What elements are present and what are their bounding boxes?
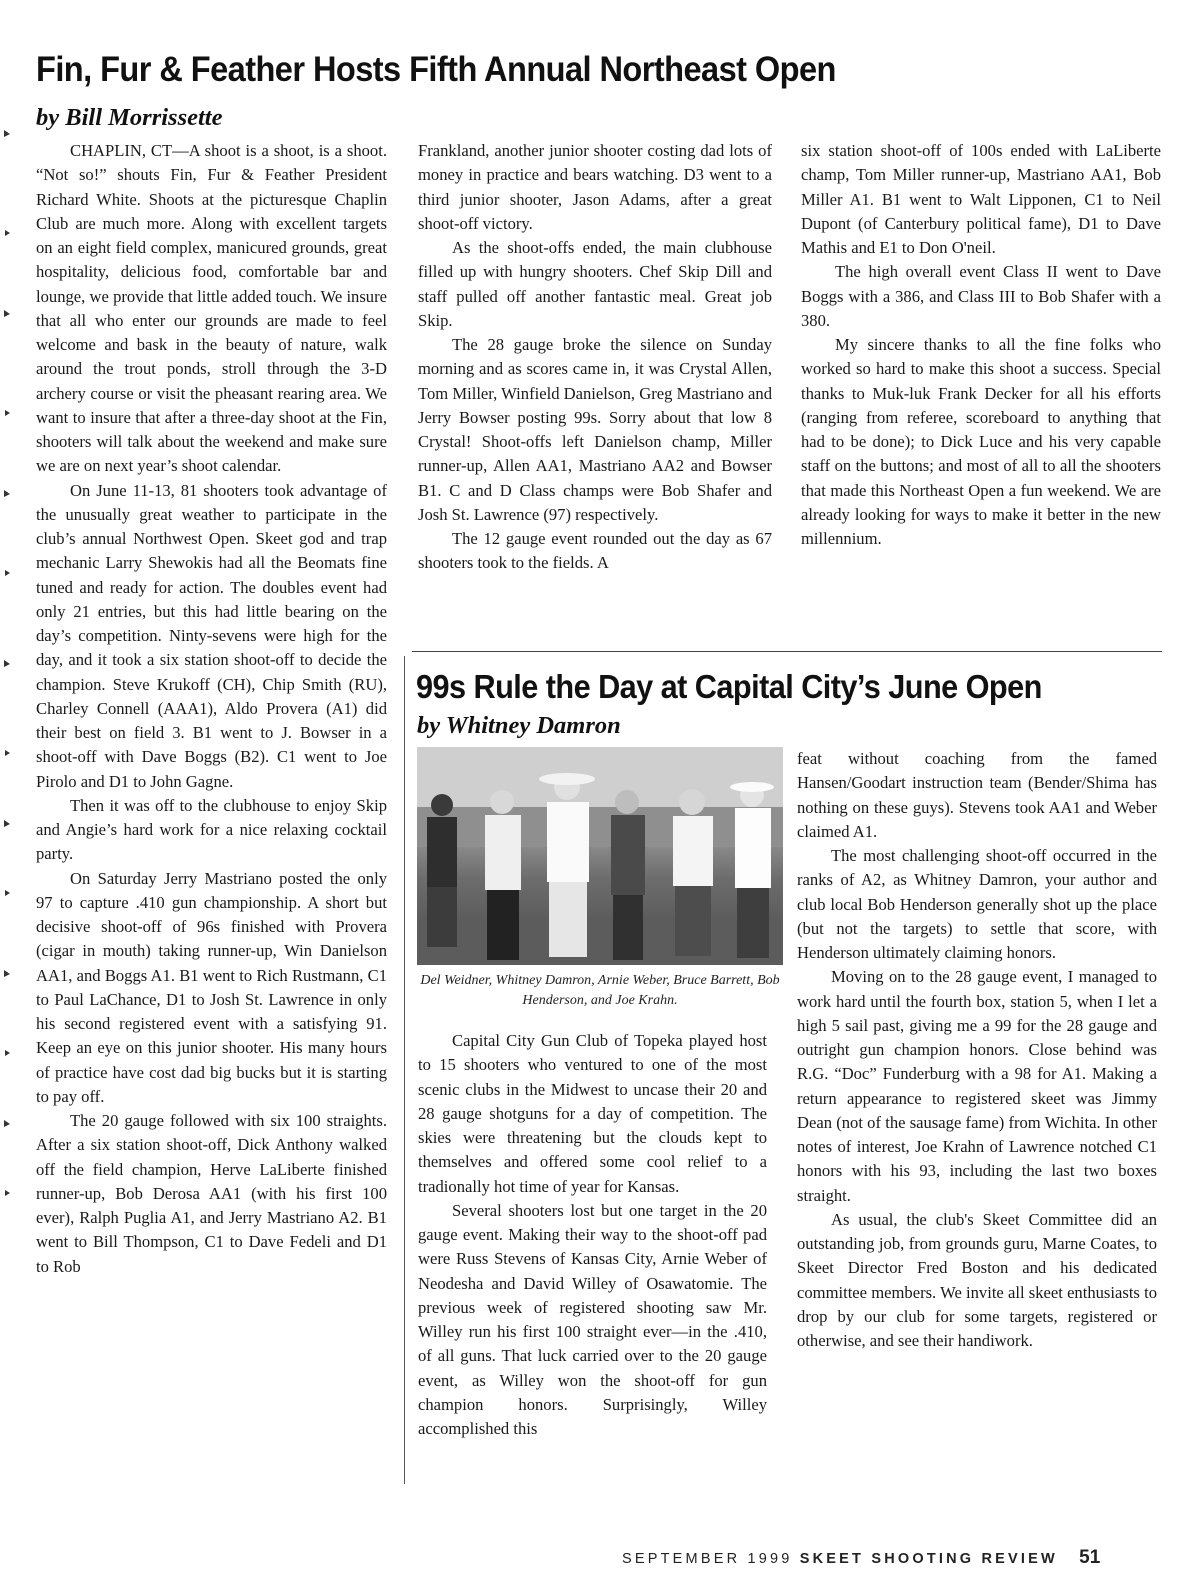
paragraph: Frankland, another junior shooter costing dad lots of money in practice and bears watching. D3 went to a third junior shooter, Jason Adams, after a great shoot-off victory. <box>418 141 772 233</box>
article1-column-1 <box>36 139 387 1279</box>
article2-column-3 <box>797 747 1157 1353</box>
paragraph: The 12 gauge event rounded out the day as 67 shooters took to the fields. A <box>418 529 772 573</box>
paragraph: Moving on to the 28 gauge event, I managed to work hard until the fourth box, station 5, when I let a high 5 sail past, giving me a 99 for the 28 gauge and outright gun champion honors. Close behind was R.G. “Doc” Funderburg with a 98 for A1. Making a return appearance to registered skeet was Jimmy Dean (not of the sausage fame) from Wichita. In other notes of interest, Joe Krahn of Lawrence notched C1 honors with his 93, including the last two boxes straight. <box>797 967 1157 1205</box>
paragraph: My sincere thanks to all the fine folks who worked so hard to make this shoot a success. Special thanks to Muk-luk Frank Decker for all his efforts (ranging from referee, scoreboard to anything that had to be done); to Dick Luce and his very capable staff on the buttons; and most of all to all the shooters that made this Northeast Open a fun weekend. We are already looking for ways to make it better in the new millennium. <box>801 335 1161 548</box>
scan-margin-marks <box>2 130 14 1230</box>
group-photo <box>417 747 783 965</box>
paragraph: The 20 gauge followed with six 100 straights. After a six station shoot-off, Dick Anthony walked off the field champion, Herve LaLiberte finished runner-up, Bob Derosa AA1 (with his first 100 ever), Ralph Puglia A1, and Jerry Mastriano A2. B1 went to Bill Thompson, C1 to Dave Fedeli and D1 to Rob <box>36 1111 387 1276</box>
paragraph: Capital City Gun Club of Topeka played host to 15 shooters who ventured to one of the most scenic clubs in the Midwest to uncase their 20 and 28 gauge shotguns for a day of competition. The skies were threatening but the clouds kept to themselves and offered some cool relief to a tradionally hot time of year for Kansas. <box>418 1031 767 1196</box>
paragraph: As the shoot-offs ended, the main clubhouse filled up with hungry shooters. Chef Skip Dill and staff pulled off another fantastic meal. Great job Skip. <box>418 238 772 330</box>
footer-date: SEPTEMBER 1999 <box>622 1551 793 1567</box>
paragraph: The 28 gauge broke the silence on Sunday morning and as scores came in, it was Crystal Allen, Tom Miller, Winfield Danielson, Greg Mastriano and Jerry Bowser posting 99s. Sorry about that low 8 Crystal! Shoot-offs left Danielson champ, Miller runner-up, Allen AA1, Mastriano AA2 and Bowser B1. C and D Class champs were Bob Shafer and Josh St. Lawrence (97) respectively. <box>418 335 772 524</box>
paragraph: CHAPLIN, CT—A shoot is a shoot, is a shoot. “Not so!” shouts Fin, Fur & Feather President Richard White. Shoots at the picturesque Chaplin Club are much more. Along with excellent targets on an eight field complex, manicured grounds, great hospitality, delicious food, comfortable bar and lounge, we provide that little added touch. We insure that all who enter our grounds are made to feel welcome and bask in the beauty of nature, walk around the trout ponds, stroll through the 3-D archery course or visit the pheasant rearing area. We want to insure that after a three-day shoot at the Fin, shooters will talk about the weekend and make sure we are on next year’s shoot calendar. <box>36 141 387 476</box>
article-headline: Fin, Fur & Feather Hosts Fifth Annual Northeast Open <box>36 50 836 89</box>
photo-caption: Del Weidner, Whitney Damron, Arnie Weber, Bruce Barrett, Bob Henderson, and Joe Krahn. <box>420 973 780 1008</box>
page-number: 51 <box>1079 1547 1101 1568</box>
paragraph: Several shooters lost but one target in the 20 gauge event. Making their way to the shoot-off pad were Russ Stevens of Kansas City, Arnie Weber of Neodesha and David Willey of Osawatomie. The previous week of registered shooting saw Mr. Willey run his first 100 straight ever—in the .410, of all guns. That luck carried over to the 20 gauge event, as Willey won the shoot-off for gun champion honors. Surprisingly, Willey accomplished this <box>418 1200 767 1438</box>
paragraph: The most challenging shoot-off occurred in the ranks of A2, as Whitney Damron, your author and club local Bob Henderson generally shot up the place (but not the targets) to settle that score, with Henderson ultimately claiming honors. <box>797 846 1157 962</box>
page-footer <box>622 1547 1100 1569</box>
article-byline: by Bill Morrissette <box>36 104 223 131</box>
section-divider <box>412 651 1162 652</box>
article2-headline: 99s Rule the Day at Capital City’s June Open <box>416 668 1042 705</box>
paragraph: The high overall event Class II went to Dave Boggs with a 386, and Class III to Bob Shafer with a 380. <box>801 262 1161 330</box>
article2-byline: by Whitney Damron <box>417 712 621 739</box>
article1-column-3 <box>801 139 1161 551</box>
paragraph: Then it was off to the clubhouse to enjoy Skip and Angie’s hard work for a nice relaxing cocktail party. <box>36 795 387 864</box>
photo-illustration <box>417 747 783 965</box>
column-divider <box>404 656 405 1484</box>
paragraph: As usual, the club's Skeet Committee did an outstanding job, from grounds guru, Marne Coates, to Skeet Director Fred Boston and his dedicated committee members. We invite all skeet enthusiasts to drop by our club for some targets, registered or otherwise, and see their handiwork. <box>797 1209 1157 1350</box>
paragraph: six station shoot-off of 100s ended with LaLiberte champ, Tom Miller runner-up, Mastriano AA1, Bob Miller A1. B1 went to Walt Lipponen, C1 to Neil Dupont (of Canterbury political fame), D1 to Dave Mathis and E1 to Don O'neil. <box>801 141 1161 257</box>
footer-publication: SKEET SHOOTING REVIEW <box>799 1551 1058 1567</box>
paragraph: On June 11-13, 81 shooters took advantage of the unusually great weather to participate in the club’s annual Northwest Open. Skeet god and trap mechanic Larry Shewokis had all the Beomats fine tuned and ready for action. The doubles event had only 21 entries, but this had little bearing on the day’s competition. Ninty-sevens were high for the day, and it took a six station shoot-off to decide the champion. Steve Krukoff (CH), Chip Smith (RU), Charley Connell (AAA1), Aldo Provera (A1) did their best on field 3. B1 went to J. Bowser in a shoot-off with Dave Boggs (B2). C1 went to Joe Pirolo and D1 to John Gagne. <box>36 480 387 791</box>
paragraph: On Saturday Jerry Mastriano posted the only 97 to capture .410 gun championship. A short but decisive shoot-off of 96s finished with Provera (cigar in mouth) taking runner-up, Win Danielson AA1, and Boggs A1. B1 went to Rich Rustmann, C1 to Paul LaChance, D1 to Josh St. Lawrence in only his second registered event with a satisfying 91. Keep an eye on this junior shooter. His many hours of practice have cost dad big bucks but it is starting to pay off. <box>36 868 387 1106</box>
paragraph: feat without coaching from the famed Hansen/Goodart instruction team (Bender/Shima has nothing on these guys). Stevens took AA1 and Weber claimed A1. <box>797 749 1157 841</box>
article2-column-2 <box>418 1029 767 1441</box>
article1-column-2 <box>418 139 772 576</box>
